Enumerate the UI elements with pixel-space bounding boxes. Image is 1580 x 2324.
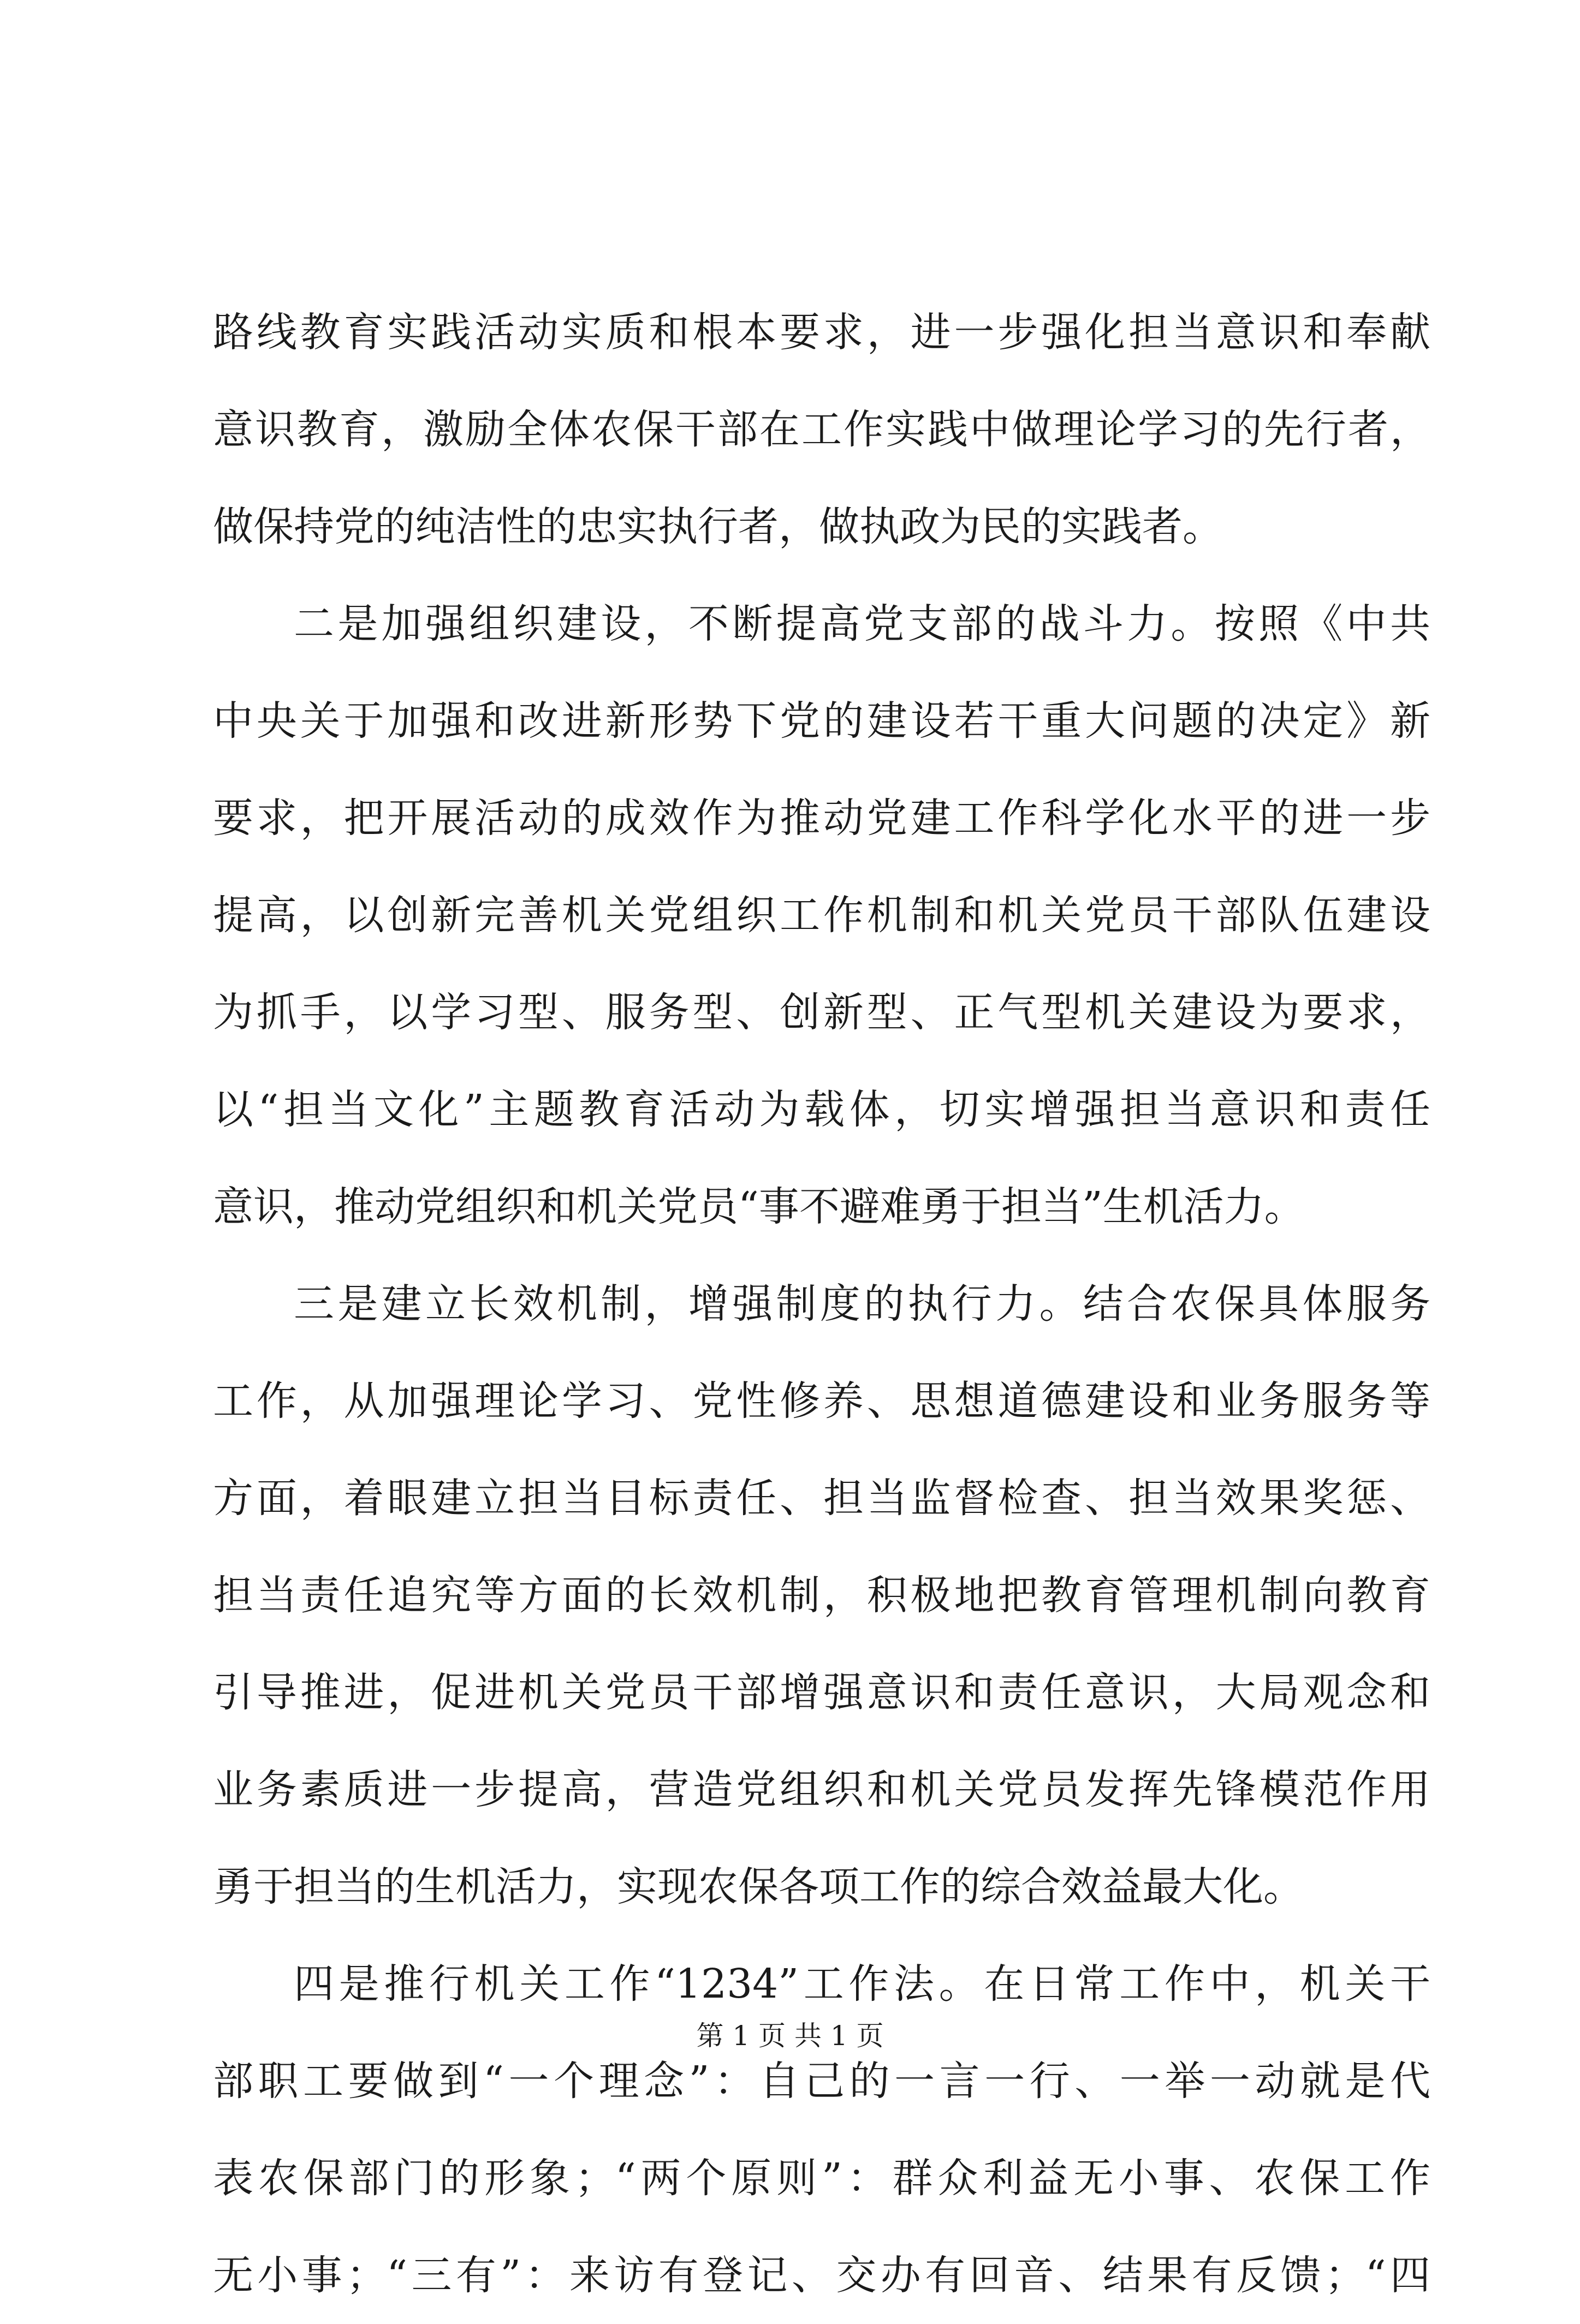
text-line: 四是推行机关工作“1234”工作法。在日常工作中，机关干 (294, 1960, 1430, 2007)
paragraph (213, 284, 1430, 575)
paragraph (213, 1255, 1430, 1935)
text-line: 无小事；“三有”：来访有登记、交办有回音、结果有反馈；“四 (213, 2252, 1430, 2299)
page-number: 第 1 页 共 1 页 (696, 2020, 884, 2052)
text-line: 引导推进，促进机关党员干部增强意识和责任意识，大局观念和 (213, 1669, 1430, 1716)
text-line: 工作，从加强理论学习、党性修养、思想道德建设和业务服务等 (213, 1378, 1430, 1425)
text-line: 部职工要做到“一个理念”：自己的一言一行、一举一动就是代 (213, 2058, 1430, 2105)
text-line: 中央关于加强和改进新形势下党的建设若干重大问题的决定》新 (213, 698, 1430, 744)
text-line: 三是建立长效机制，增强制度的执行力。结合农保具体服务 (294, 1280, 1430, 1327)
text-line: 意识教育，激励全体农保干部在工作实践中做理论学习的先行者， (213, 406, 1430, 453)
text-line: 路线教育实践活动实质和根本要求，进一步强化担当意识和奉献 (213, 309, 1430, 356)
text-line: 为抓手，以学习型、服务型、创新型、正气型机关建设为要求， (213, 989, 1430, 1036)
text-line: 要求，把开展活动的成效作为推动党建工作科学化水平的进一步 (213, 795, 1430, 842)
text-line: 二是加强组织建设，不断提高党支部的战斗力。按照《中共 (294, 600, 1430, 647)
text-line: 做保持党的纯洁性的忠实执行者，做执政为民的实践者。 (213, 503, 1223, 550)
text-line: 表农保部门的形象；“两个原则”：群众利益无小事、农保工作 (213, 2155, 1430, 2202)
text-line: 提高，以创新完善机关党组织工作机制和机关党员干部队伍建设 (213, 892, 1430, 939)
text-line: 勇于担当的生机活力，实现农保各项工作的综合效益最大化。 (213, 1863, 1304, 1910)
paragraph (213, 575, 1430, 1255)
text-line: 担当责任追究等方面的长效机制，积极地把教育管理机制向教育 (213, 1572, 1430, 1619)
text-line: 以“担当文化”主题教育活动为载体，切实增强担当意识和责任 (213, 1086, 1430, 1133)
paragraph (213, 1935, 1430, 2324)
page-footer (0, 2019, 1580, 2052)
text-line: 方面，着眼建立担当目标责任、担当监督检查、担当效果奖惩、 (213, 1475, 1430, 1522)
text-line: 意识，推动党组织和机关党员“事不避难勇于担当”生机活力。 (213, 1183, 1305, 1230)
text-line: 业务素质进一步提高，营造党组织和机关党员发挥先锋模范作用 (213, 1766, 1430, 1813)
document-body (213, 284, 1430, 2324)
